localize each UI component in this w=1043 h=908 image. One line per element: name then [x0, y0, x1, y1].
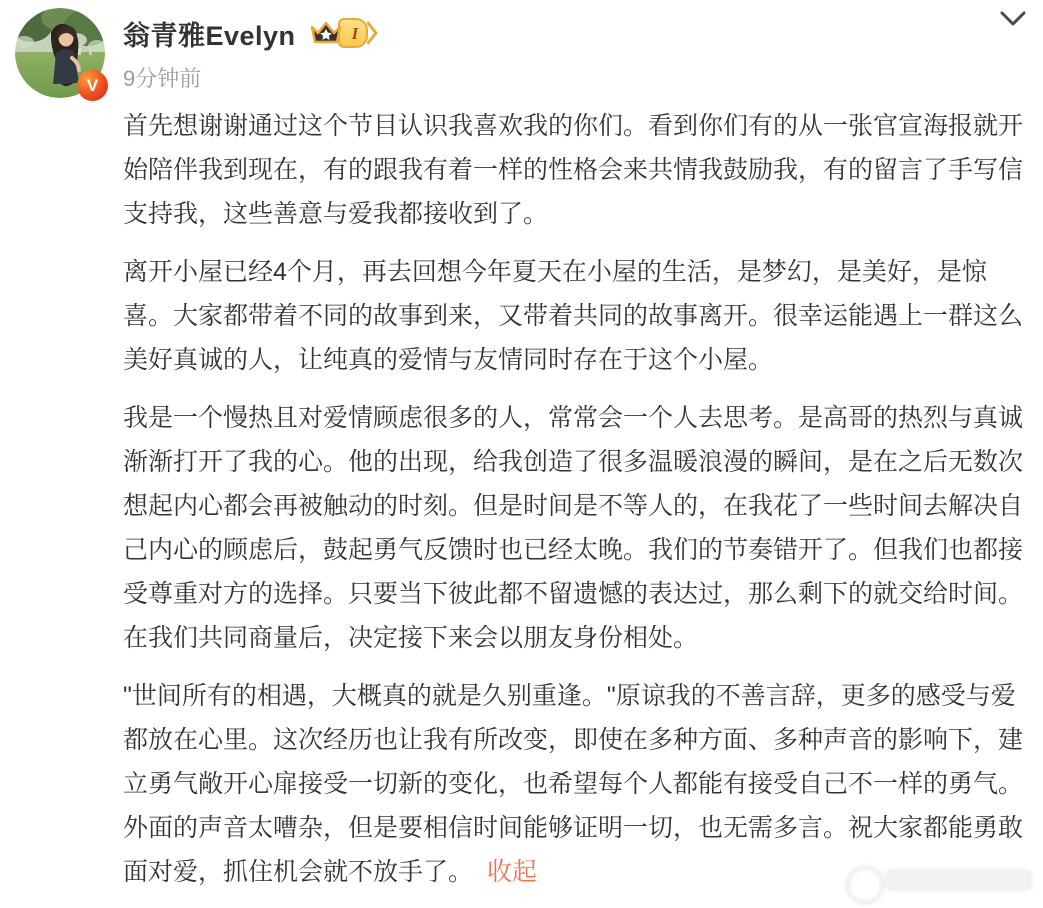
- chevron-down-icon[interactable]: [999, 10, 1027, 35]
- post-header: [0, 0, 1043, 100]
- post-content: [123, 104, 1023, 908]
- header-info: [123, 16, 379, 93]
- post-paragraph-1: 首先想谢谢通过这个节目认识我喜欢我的你们。看到你们有的从一张官宣海报就开始陪伴我到现在，有的跟我有着一样的性格会来共情我鼓励我，有的留言了手写信支持我，这些善意与爱我都接收到了。: [123, 112, 1024, 228]
- verified-letter: V: [86, 75, 99, 95]
- post-paragraph-2: 离开小屋已经4个月，再去回想今年夏天在小屋的生活，是梦幻，是美好，是惊喜。大家都带着不同的故事到来，又带着共同的故事离开。很幸运能遇上一群这么美好真诚的人，让纯真的爱情与友情同时存在于这个小屋。: [123, 258, 1024, 374]
- crown-icon: [308, 18, 344, 48]
- post-paragraph-3: 我是一个慢热且对爱情顾虑很多的人，常常会一个人去思考。是高哥的热烈与真诚渐渐打开了我的心。他的出现，给我创造了很多温暖浪漫的瞬间，是在之后无数次想起内心都会再被触动的时刻。但是时间是不等人的，在我花了一些时间去解决自己内心的顾虑后，鼓起勇气反馈时也已经太晚。我们的节奏错开了。但我们也都接受尊重对方的选择。只要当下彼此都不留遗憾的表达过，那么剩下的就交给时间。在我们共同商量后，决定接下来会以朋友身份相处。: [123, 404, 1024, 652]
- name-row: [123, 16, 379, 50]
- vip-level-pill: I: [338, 18, 369, 48]
- username[interactable]: 翁青雅Evelyn: [123, 20, 296, 51]
- post-paragraph-4-text: "世间所有的相遇，大概真的就是久别重逢。"原谅我的不善言辞，更多的感受与爱都放在心里。这次经历也让我有所改变，即使在多种方面、多种声音的影响下，建立勇气敞开心扉接受一切新的变化，也希望每个人都能有接受自己不一样的勇气。外面的声音太嘈杂，但是要相信时间能够证明一切，也无需多言。祝大家都能勇敢面对爱，抓住机会就不放手了。: [123, 682, 1024, 886]
- verified-badge: [77, 70, 108, 101]
- post-paragraph-4: [123, 674, 1023, 894]
- vip-arrow-icon: [367, 20, 379, 46]
- avatar[interactable]: [15, 8, 105, 98]
- vip-level-badge[interactable]: [308, 18, 380, 48]
- collapse-link[interactable]: 收起: [487, 858, 538, 886]
- timestamp: 9分钟前: [123, 66, 202, 91]
